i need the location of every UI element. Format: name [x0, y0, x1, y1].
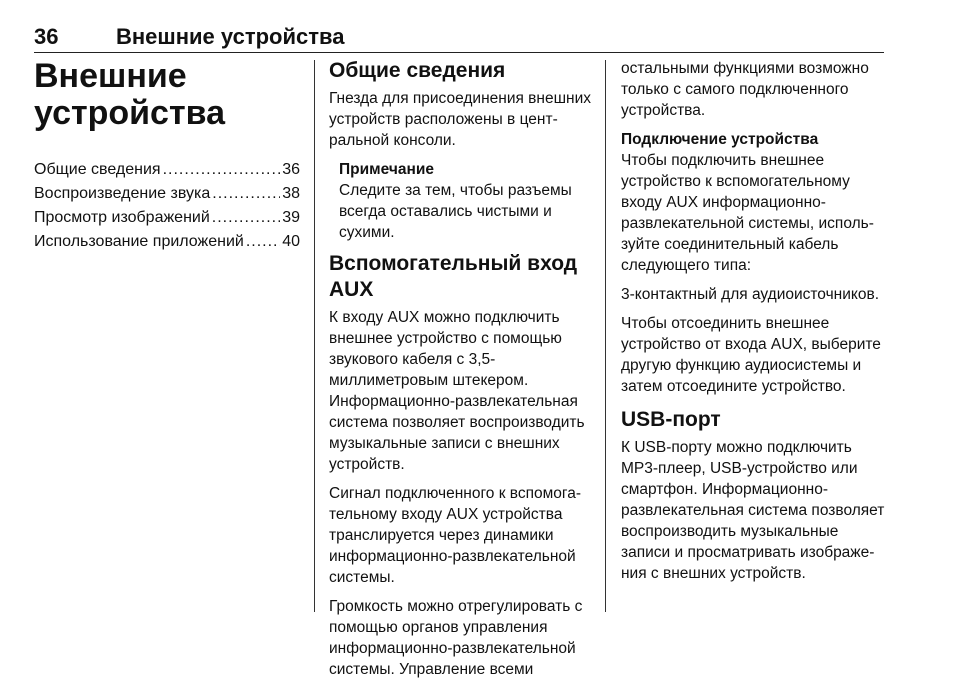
- toc-entry-label: Использование приложений: [34, 233, 244, 250]
- note-heading: Примечание: [339, 161, 434, 178]
- paragraph: Гнезда для присоединения внешних устройств расположены в центральной консоли.: [329, 90, 592, 149]
- paragraph: Сигнал подключенного к вспомогательному входу AUX устройства транслируется через динамики информационно-развлекательной системы.: [329, 485, 582, 586]
- paragraph: 3-контактный для аудиоисточников.: [621, 286, 879, 303]
- toc-entry[interactable]: [34, 206, 300, 230]
- section-heading: Общие сведения: [329, 59, 506, 82]
- toc-leader-dots: [246, 230, 280, 254]
- table-of-contents: [34, 158, 300, 254]
- toc-entry[interactable]: [34, 158, 300, 182]
- toc-leader-dots: [212, 206, 280, 230]
- page-header: [34, 22, 884, 53]
- paragraph: К входу AUX можно подключить внешнее устройство с помощью звукового кабеля с 3,5-миллиметровым штекером. Информационно-развлекательная система позволяет воспроизводить музыкальные записи с внешних устройств.: [329, 309, 585, 473]
- toc-entry-page: 40: [282, 233, 300, 250]
- paragraph: остальными функциями возможно только с самого подключенного устройства.: [621, 60, 869, 119]
- chapter-title-line: Внешние: [34, 57, 187, 95]
- paragraph: К USB-порту можно подключить MP3-плеер, USB-устройство или смартфон. Информационно-развлекательная система позволяет воспроизводить музыкальные записи и просматривать изображения с внешних устройств.: [621, 439, 885, 582]
- paragraph: Громкость можно отрегулировать с помощью органов управления информационно-развлекательной системы. Управление всеми: [329, 598, 583, 678]
- column-divider: [605, 60, 606, 612]
- toc-leader-dots: [212, 182, 280, 206]
- paragraph: Чтобы подключить внешнее устройство к вспомогательному входу AUX информационно-развлекательной системы, используйте соединительный кабель следующего типа:: [621, 152, 874, 274]
- toc-entry[interactable]: [34, 182, 300, 206]
- toc-entry-page: 38: [282, 185, 300, 202]
- running-title: Внешние устройства: [116, 24, 345, 49]
- section-heading: USB-порт: [621, 408, 721, 431]
- toc-entry-label: Просмотр изображений: [34, 209, 210, 226]
- toc-entry-label: Общие сведения: [34, 161, 161, 178]
- note-text: Следите за тем, чтобы разъемы всегда оставались чистыми и сухими.: [339, 182, 572, 241]
- chapter-title-line: устройства: [34, 94, 225, 132]
- content-column-right: [621, 58, 887, 592]
- toc-entry-label: Воспроизведение звука: [34, 185, 211, 202]
- content-column-middle: [329, 58, 593, 688]
- paragraph: Чтобы отсоединить внешнее устройство от входа AUX, выберите другую функцию аудиосистемы и затем отсоедините устройство.: [621, 315, 881, 395]
- page-number: 36: [34, 24, 59, 49]
- subsection-heading: Подключение устройства: [621, 131, 819, 148]
- toc-leader-dots: [163, 158, 281, 182]
- chapter-title: [34, 58, 300, 132]
- toc-entry-page: 39: [282, 209, 300, 226]
- section-heading: Вспомогательный вход AUX: [329, 252, 578, 301]
- toc-entry-page: 36: [282, 161, 300, 178]
- chapter-column: [34, 58, 300, 254]
- toc-entry[interactable]: [34, 230, 300, 254]
- note-block: [329, 159, 593, 243]
- column-divider: [314, 60, 315, 612]
